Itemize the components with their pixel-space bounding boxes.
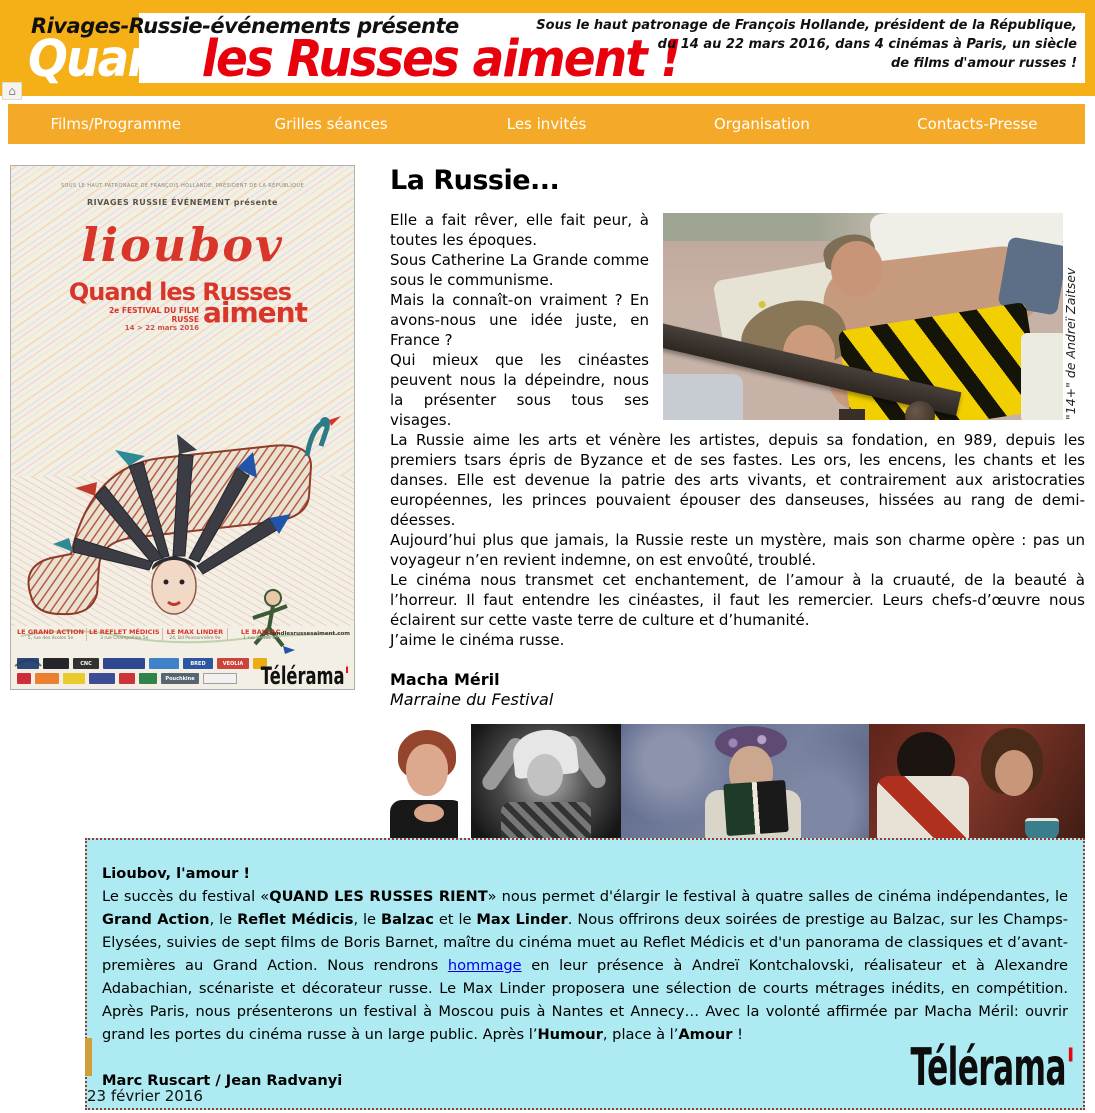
- photo-detail: [1025, 818, 1059, 840]
- article-paragraph: Mais la connaît-on vraiment ? En avons-nous une idée juste, en France ?: [390, 291, 649, 349]
- photo-detail: [723, 780, 788, 836]
- poster-cinema-list: [15, 628, 293, 641]
- photo-detail: [995, 750, 1033, 796]
- nav-item-organisation[interactable]: Organisation: [714, 115, 810, 133]
- photo-detail: [406, 744, 448, 796]
- article-paragraph: La Russie aime les arts et vénère les artistes, depuis sa fondation, en 989, depuis les premiers tsars épris de Byzance et de ses fastes. Les ors, les encens, les chants et les danses. Elle est devenue la patrie des arts vivants, et contrairement aux aristocraties européennes, les princes pouvaient épouser des danseuses, hissées au rang de demi-déesses.: [390, 431, 1085, 529]
- sponsor-logo-icon: [149, 658, 179, 669]
- site-title-part2: les Russes aiment !: [201, 30, 680, 89]
- highlight-body: Le succès du festival «QUAND LES RUSSES RIENT» nous permet d'élargir le festival à quatre salles de cinéma indépendantes, le Grand Action, le Reflet Médicis, le Balzac et le Max Linder. Nous offrirons deux soirées de prestige au Balzac, sur les Champs-Elysées, suivies de sept films de Boris Barnet, maître du cinéma muet au Reflet Médicis et d'un panorama de classiques et d’avant-premières au Grand Action. Nous rendrons hommage en leur présence à Andreï Kontchalovski, réalisateur et à Alexandre Adabachian, scénariste et décorateur russe. Le Max Linder proposera une sélection de courts métrages inédits, en compétition. Après Paris, nous présenterons un festival à Moscou puis à Nantes et Annecy… Avec la volonté affirmée par Macha Méril: ouvrir grand les portes du cinéma russe à un large public. Après l’Humour, place à l’Amour !: [102, 888, 1069, 1043]
- sponsor-logo-icon: [203, 673, 237, 684]
- sponsor-logo-icon: [119, 673, 135, 684]
- poster-cinema: LE MAX LINDER 24, Bd Poissonnière 9e: [163, 628, 229, 641]
- film-stills-strip: [471, 724, 1085, 846]
- article-paragraph: Qui mieux que les cinéastes peuvent nous la dépeindre, nous la présenter sous tous ses visages.: [390, 351, 649, 429]
- photo-detail: [831, 241, 883, 297]
- telerama-logo: Télérama': [910, 1038, 1075, 1098]
- poster-subtitle2: aiment: [203, 296, 307, 329]
- poster-cinema: LE GRAND ACTION 5, rue des écoles 5e: [15, 628, 87, 641]
- home-icon[interactable]: ⌂: [2, 82, 22, 100]
- sponsor-logo-icon: [89, 673, 115, 684]
- poster-cinema: LE REFLET MÉDICIS 3 rue Champollion 5e: [87, 628, 163, 641]
- main-nav: [8, 104, 1085, 144]
- poster-cinema: LE BALZAC 1 rue Balzac 8e: [240, 628, 281, 641]
- patronage-text: Sous le haut patronage de François Hollande, président de la République, du 14 au 22 mars 2016, dans 4 cinémas à Paris, un siècle de films d'amour russes !: [536, 18, 1077, 71]
- nav-item-les-invites[interactable]: Les invités: [506, 115, 587, 133]
- poster-telerama-logo: Télérama': [261, 662, 350, 690]
- film-still-duo: [869, 724, 1085, 846]
- sponsor-logo-icon: [139, 673, 157, 684]
- macha-meril-portrait: [390, 724, 458, 842]
- poster-presenter: RIVAGES RUSSIE ÉVÉNEMENT présente: [87, 198, 278, 207]
- article-photo-wrap: [663, 213, 1085, 420]
- hommage-link[interactable]: hommage: [447, 957, 522, 974]
- article-paragraph: Sous Catherine La Grande comme sous le communisme.: [390, 251, 649, 289]
- poster-title: lioubov: [81, 218, 284, 272]
- photo-row: [390, 724, 1085, 846]
- page-title: La Russie...: [390, 165, 560, 196]
- site-title-part1: Quand: [28, 30, 191, 89]
- article-paragraph: Elle a fait rêver, elle fait peur, à toutes les époques.: [390, 211, 649, 249]
- footer-accent-bar: [85, 1038, 92, 1076]
- photo-detail: [1021, 333, 1063, 420]
- poster-patronage: SOUS LE HAUT PATRONAGE DE FRANÇOIS HOLLANDE, PRÉSIDENT DE LA RÉPUBLIQUE: [60, 183, 305, 189]
- article: [390, 165, 1085, 846]
- photo-detail: [527, 754, 563, 796]
- sponsor-logo-icon: [17, 673, 31, 684]
- poster-dates: 14 > 22 mars 2016: [124, 324, 199, 332]
- highlight-title: Lioubov, l'amour !: [102, 865, 251, 882]
- poster-website: quandlesrussesaiment.com: [265, 631, 350, 637]
- photo-detail: [877, 776, 969, 846]
- telerama-tick: ': [344, 662, 350, 690]
- film-still-reader: [621, 724, 869, 846]
- poster-subtitle1: Quand les Russes: [68, 278, 291, 306]
- photo-detail: [663, 374, 743, 420]
- article-author-role: Marraine du Festival: [390, 690, 554, 709]
- photo-caption: "14+" de Andreï Zaitsev: [1063, 267, 1078, 420]
- sponsor-logo-icon: [35, 673, 59, 684]
- header: [0, 0, 1095, 96]
- article-paragraph: Aujourd’hui plus que jamais, la Russie reste un mystère, mais son charme opère : pas un voyageur n’en revient indemne, on est envoûté, troublé.: [390, 531, 1085, 569]
- sponsor-logo-icon: [103, 658, 145, 669]
- sponsor-logo-icon: [63, 673, 85, 684]
- film-still-bw: [471, 724, 621, 846]
- photo-detail: [414, 804, 444, 822]
- sponsor-logo-cnc: CNC: [73, 658, 99, 669]
- highlight-signature: Marc Ruscart / Jean Radvanyi: [102, 1072, 343, 1089]
- header-presenter: Rivages-Russie-événements présente: [31, 14, 459, 38]
- article-paragraph: J’aime le cinéma russe.: [390, 631, 565, 649]
- nav-item-grilles-seances[interactable]: Grilles séances: [274, 115, 388, 133]
- nav-item-contacts-presse[interactable]: Contacts-Presse: [917, 115, 1038, 133]
- sponsor-logos: [17, 658, 272, 684]
- nav-item-films-programme[interactable]: Films/Programme: [50, 115, 181, 133]
- page-date: 23 février 2016: [87, 1087, 203, 1105]
- sponsor-logo-bred: BRED: [183, 658, 213, 669]
- sponsor-logo-icon: [17, 658, 39, 669]
- sponsor-logo-icon: [43, 658, 69, 669]
- article-author: Macha Méril: [390, 670, 500, 689]
- article-paragraph: Le cinéma nous transmet cet enchantement, de l’amour à la cruauté, de la beauté à l’horreur. Il faut entendre les cinéastes, il faut les remercier. Leurs chefs-d’œuvre nous éclairent sur cette vaste terre de culture et d’humanité.: [390, 571, 1085, 629]
- poster-festival-line: 2e FESTIVAL DU FILM RUSSE 14 > 22 mars 2016: [99, 306, 199, 333]
- telerama-tick: ': [1066, 1038, 1075, 1098]
- festival-poster: [10, 165, 355, 690]
- sponsor-logo-veolia: VEOLIA: [217, 658, 249, 669]
- film-still-14plus: [663, 213, 1063, 420]
- photo-detail: [839, 409, 865, 420]
- sponsor-logo-pouchkine: Pouchkine: [161, 673, 199, 684]
